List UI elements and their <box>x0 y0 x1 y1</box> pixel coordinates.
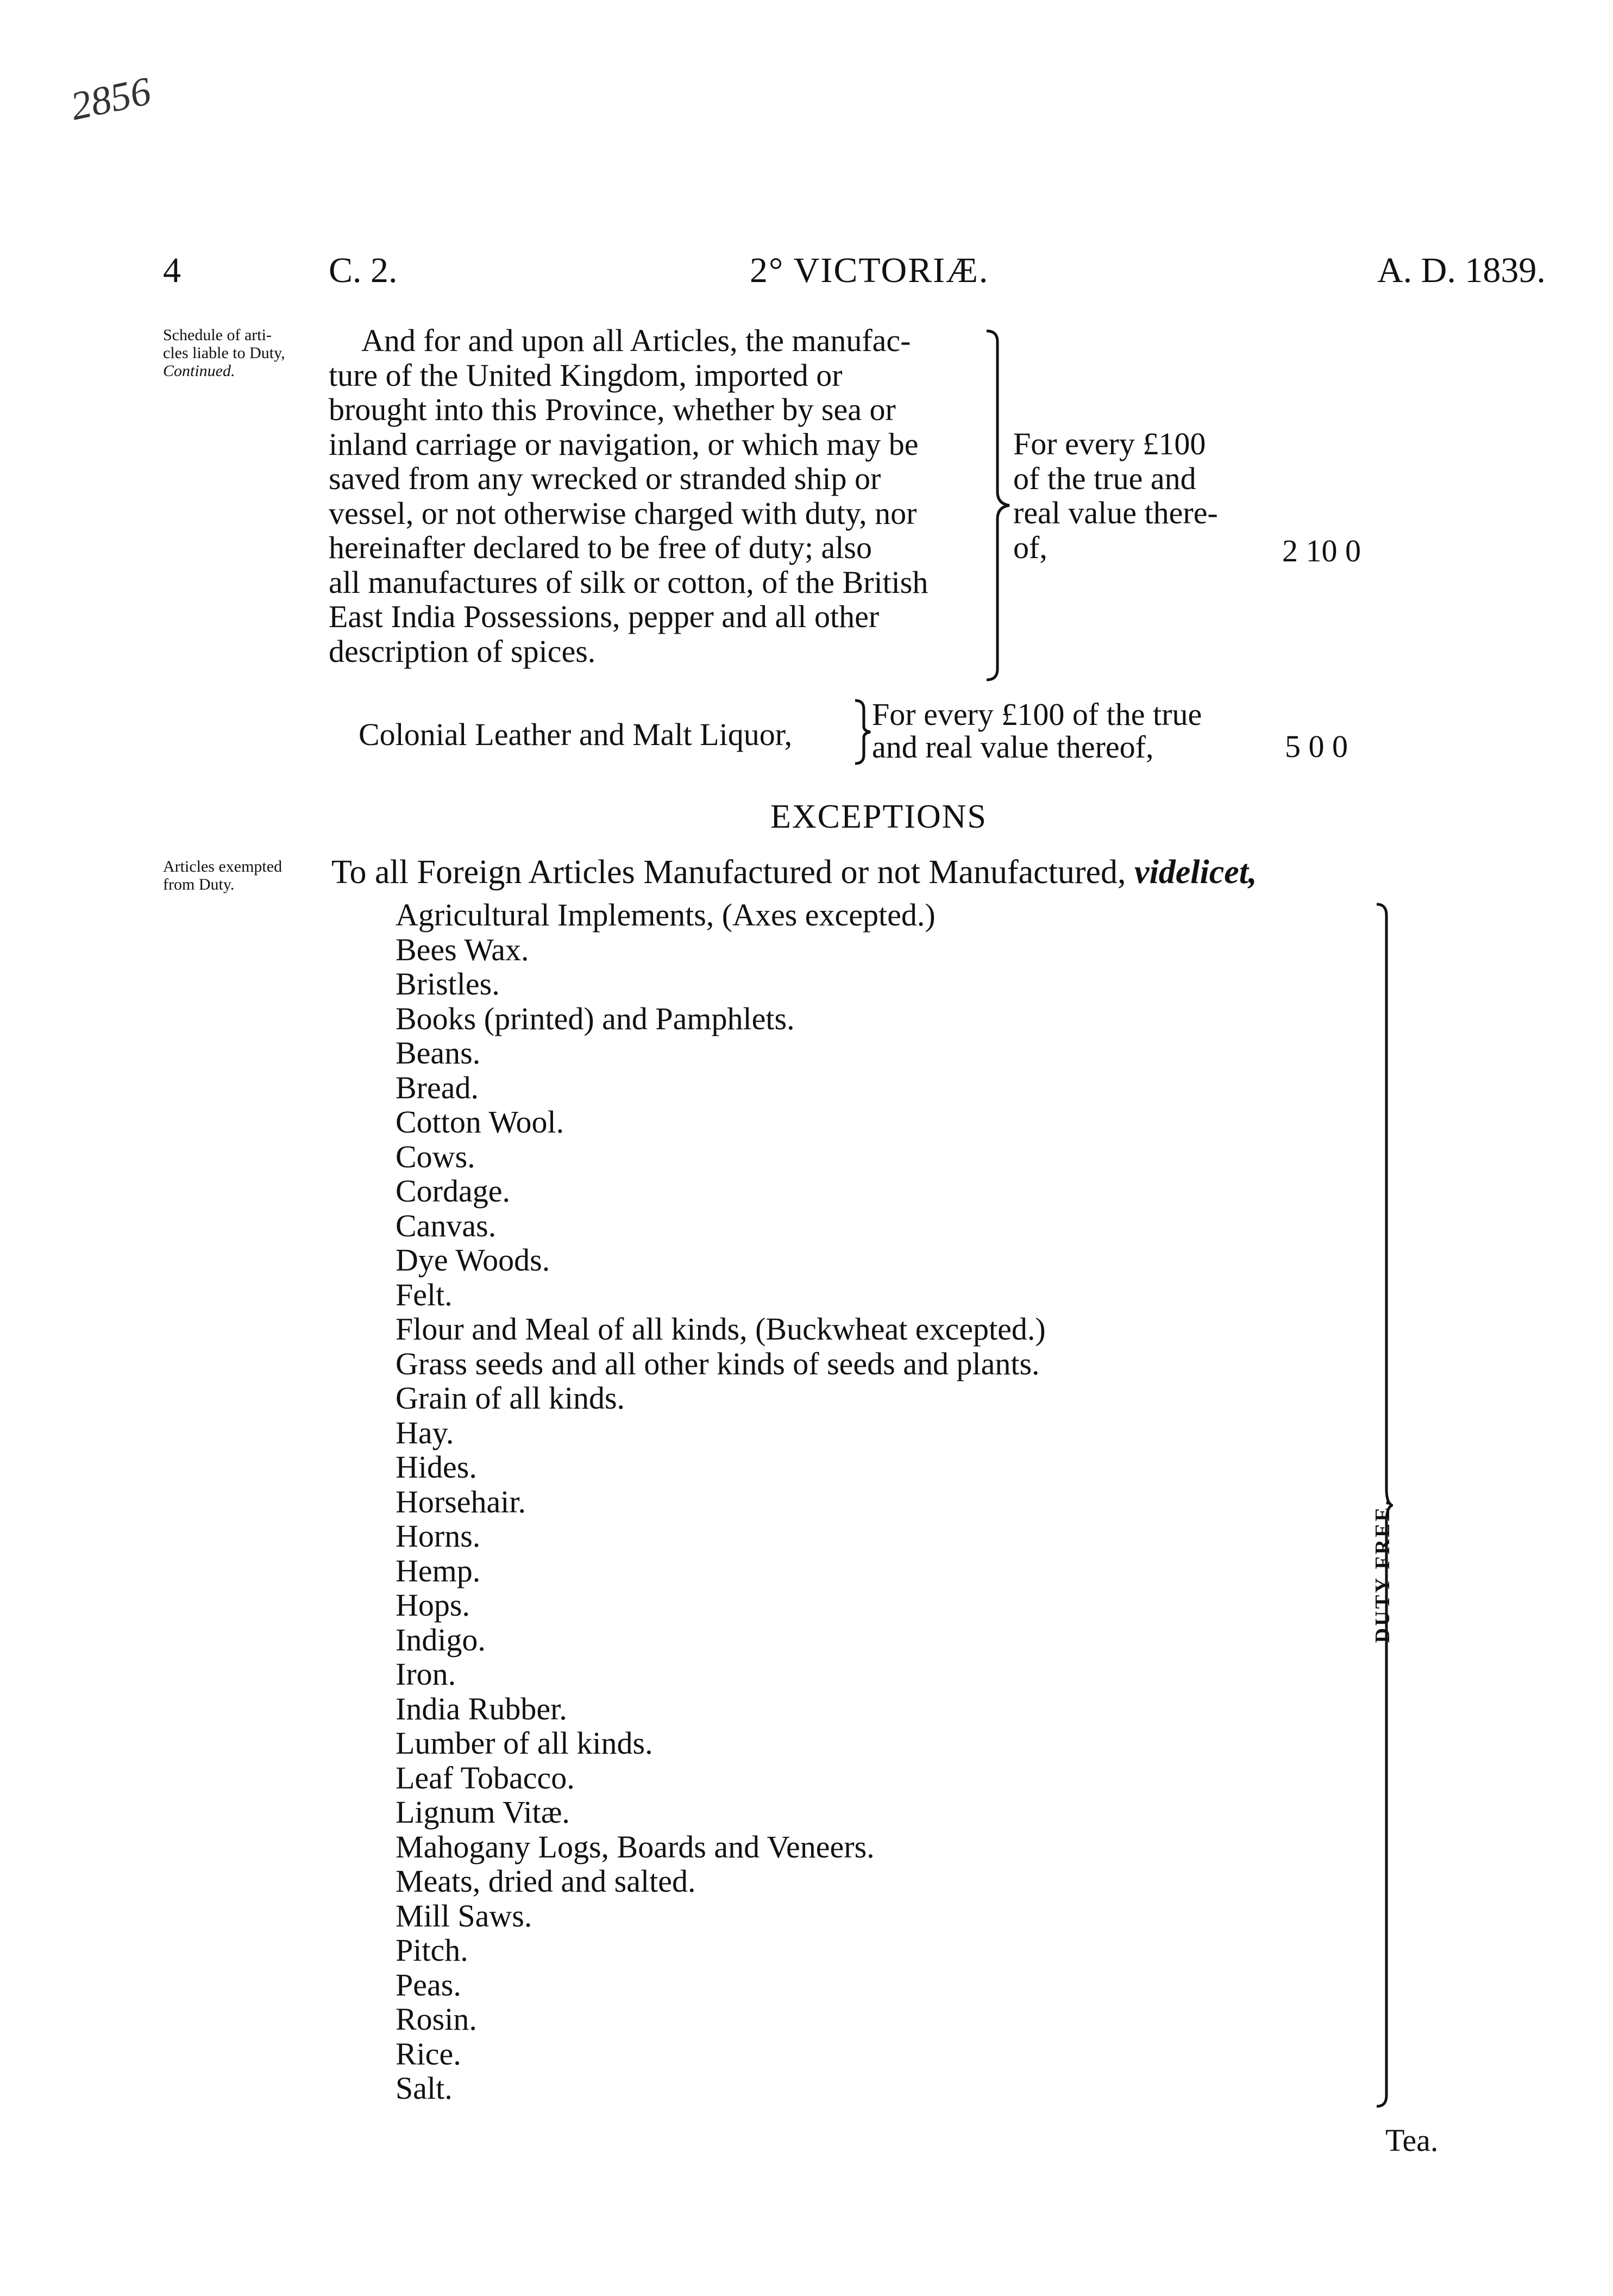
list-item: Agricultural Implements, (Axes excepted.) <box>396 897 936 933</box>
list-item: Lumber of all kinds. <box>396 1725 653 1761</box>
list-item: Books (printed) and Pamphlets. <box>396 1000 795 1036</box>
paragraph-line: And for and upon all Articles, the manufac- <box>361 323 911 358</box>
paragraph-line: East India Possessions, pepper and all other <box>329 599 880 634</box>
paragraph-line: hereinafter declared to be free of duty; also <box>329 530 872 565</box>
british-articles-paragraph <box>329 323 981 668</box>
list-item: Hemp. <box>396 1553 481 1588</box>
list-item: Salt. <box>396 2070 453 2106</box>
margin-note-schedule <box>163 326 285 380</box>
rate-line: For every £100 of the true <box>872 697 1202 732</box>
list-item: Cows. <box>396 1138 475 1174</box>
rate-line: real value there- <box>1013 495 1218 530</box>
list-item: Mill Saws. <box>396 1898 532 1934</box>
margin-note-line: cles liable to Duty, <box>163 344 285 362</box>
british-amount: 2 10 0 <box>1282 533 1361 568</box>
rate-line: of, <box>1013 529 1047 565</box>
list-item: Grain of all kinds. <box>396 1380 625 1416</box>
list-item: Hides. <box>396 1449 477 1485</box>
colonial-amount: 5 0 0 <box>1285 729 1348 764</box>
exceptions-heading: EXCEPTIONS <box>770 798 987 835</box>
list-item: Rosin. <box>396 2001 477 2037</box>
list-item: Peas. <box>396 1967 461 2003</box>
paragraph-line: brought into this Province, whether by sea or <box>329 392 896 427</box>
british-rate <box>1013 427 1218 565</box>
margin-note-exempted <box>163 858 282 893</box>
list-item: Meats, dried and salted. <box>396 1863 696 1899</box>
list-item: Dye Woods. <box>396 1242 550 1278</box>
intro-videlicet: videlicet, <box>1134 854 1257 891</box>
list-item: Rice. <box>396 2036 461 2072</box>
list-item: Beans. <box>396 1035 481 1071</box>
list-item: Cordage. <box>396 1173 510 1209</box>
list-item: Bristles. <box>396 966 500 1002</box>
list-item: Leaf Tobacco. <box>396 1760 575 1795</box>
duty-free-label: DUTY FREE. <box>1371 1498 1394 1643</box>
list-item: Cotton Wool. <box>396 1104 564 1140</box>
list-item: Flour and Meal of all kinds, (Buckwheat excepted.) <box>396 1311 1046 1347</box>
exceptions-intro <box>331 853 1257 892</box>
margin-note-line: from Duty. <box>163 875 235 893</box>
paragraph-line: all manufactures of silk or cotton, of the British <box>329 564 928 600</box>
paragraph-line: ture of the United Kingdom, imported or <box>329 357 843 393</box>
list-item: Indigo. <box>396 1622 486 1657</box>
paragraph-line: saved from any wrecked or stranded ship or <box>329 461 881 496</box>
list-item: Pitch. <box>396 1932 468 1968</box>
rate-line: For every £100 <box>1013 426 1206 461</box>
paragraph-line: inland carriage or navigation, or which may be <box>329 426 919 462</box>
colonial-label: Colonial Leather and Malt Liquor, <box>359 717 793 752</box>
margin-note-line: Continued. <box>163 362 235 380</box>
paragraph-line: description of spices. <box>329 633 596 669</box>
list-item: Hops. <box>396 1587 470 1623</box>
list-item: India Rubber. <box>396 1691 567 1726</box>
list-item: Felt. <box>396 1277 453 1312</box>
paragraph-brace <box>983 329 1016 682</box>
list-item: Horsehair. <box>396 1484 526 1519</box>
margin-note-line: Articles exempted <box>163 858 283 875</box>
header-year: A. D. 1839. <box>1377 251 1546 290</box>
list-item: Hay. <box>396 1415 454 1450</box>
paragraph-line: vessel, or not otherwise charged with duty, nor <box>329 495 917 531</box>
colonial-brace <box>852 698 874 766</box>
continuation-tea: Tea. <box>1385 2123 1439 2158</box>
exempt-items-list <box>396 898 1046 2106</box>
list-item: Bread. <box>396 1069 479 1105</box>
page-number: 4 <box>163 251 181 290</box>
header-title: 2° VICTORIÆ. <box>750 251 989 290</box>
rate-line: of the true and <box>1013 460 1196 496</box>
colonial-rate <box>872 698 1202 764</box>
list-item: Lignum Vitæ. <box>396 1794 570 1830</box>
list-item: Canvas. <box>396 1208 497 1243</box>
list-item: Iron. <box>396 1656 456 1692</box>
chapter-number: C. 2. <box>329 251 398 290</box>
list-item: Grass seeds and all other kinds of seeds and plants. <box>396 1346 1040 1381</box>
handwritten-note: 2856 <box>66 68 155 129</box>
list-item: Mahogany Logs, Boards and Veneers. <box>396 1829 875 1865</box>
list-item: Horns. <box>396 1518 481 1554</box>
list-item: Bees Wax. <box>396 931 529 967</box>
rate-line: and real value thereof, <box>872 729 1154 765</box>
intro-text: To all Foreign Articles Manufactured or not Manufactured, <box>331 854 1126 891</box>
margin-note-line: Schedule of arti- <box>163 326 272 344</box>
